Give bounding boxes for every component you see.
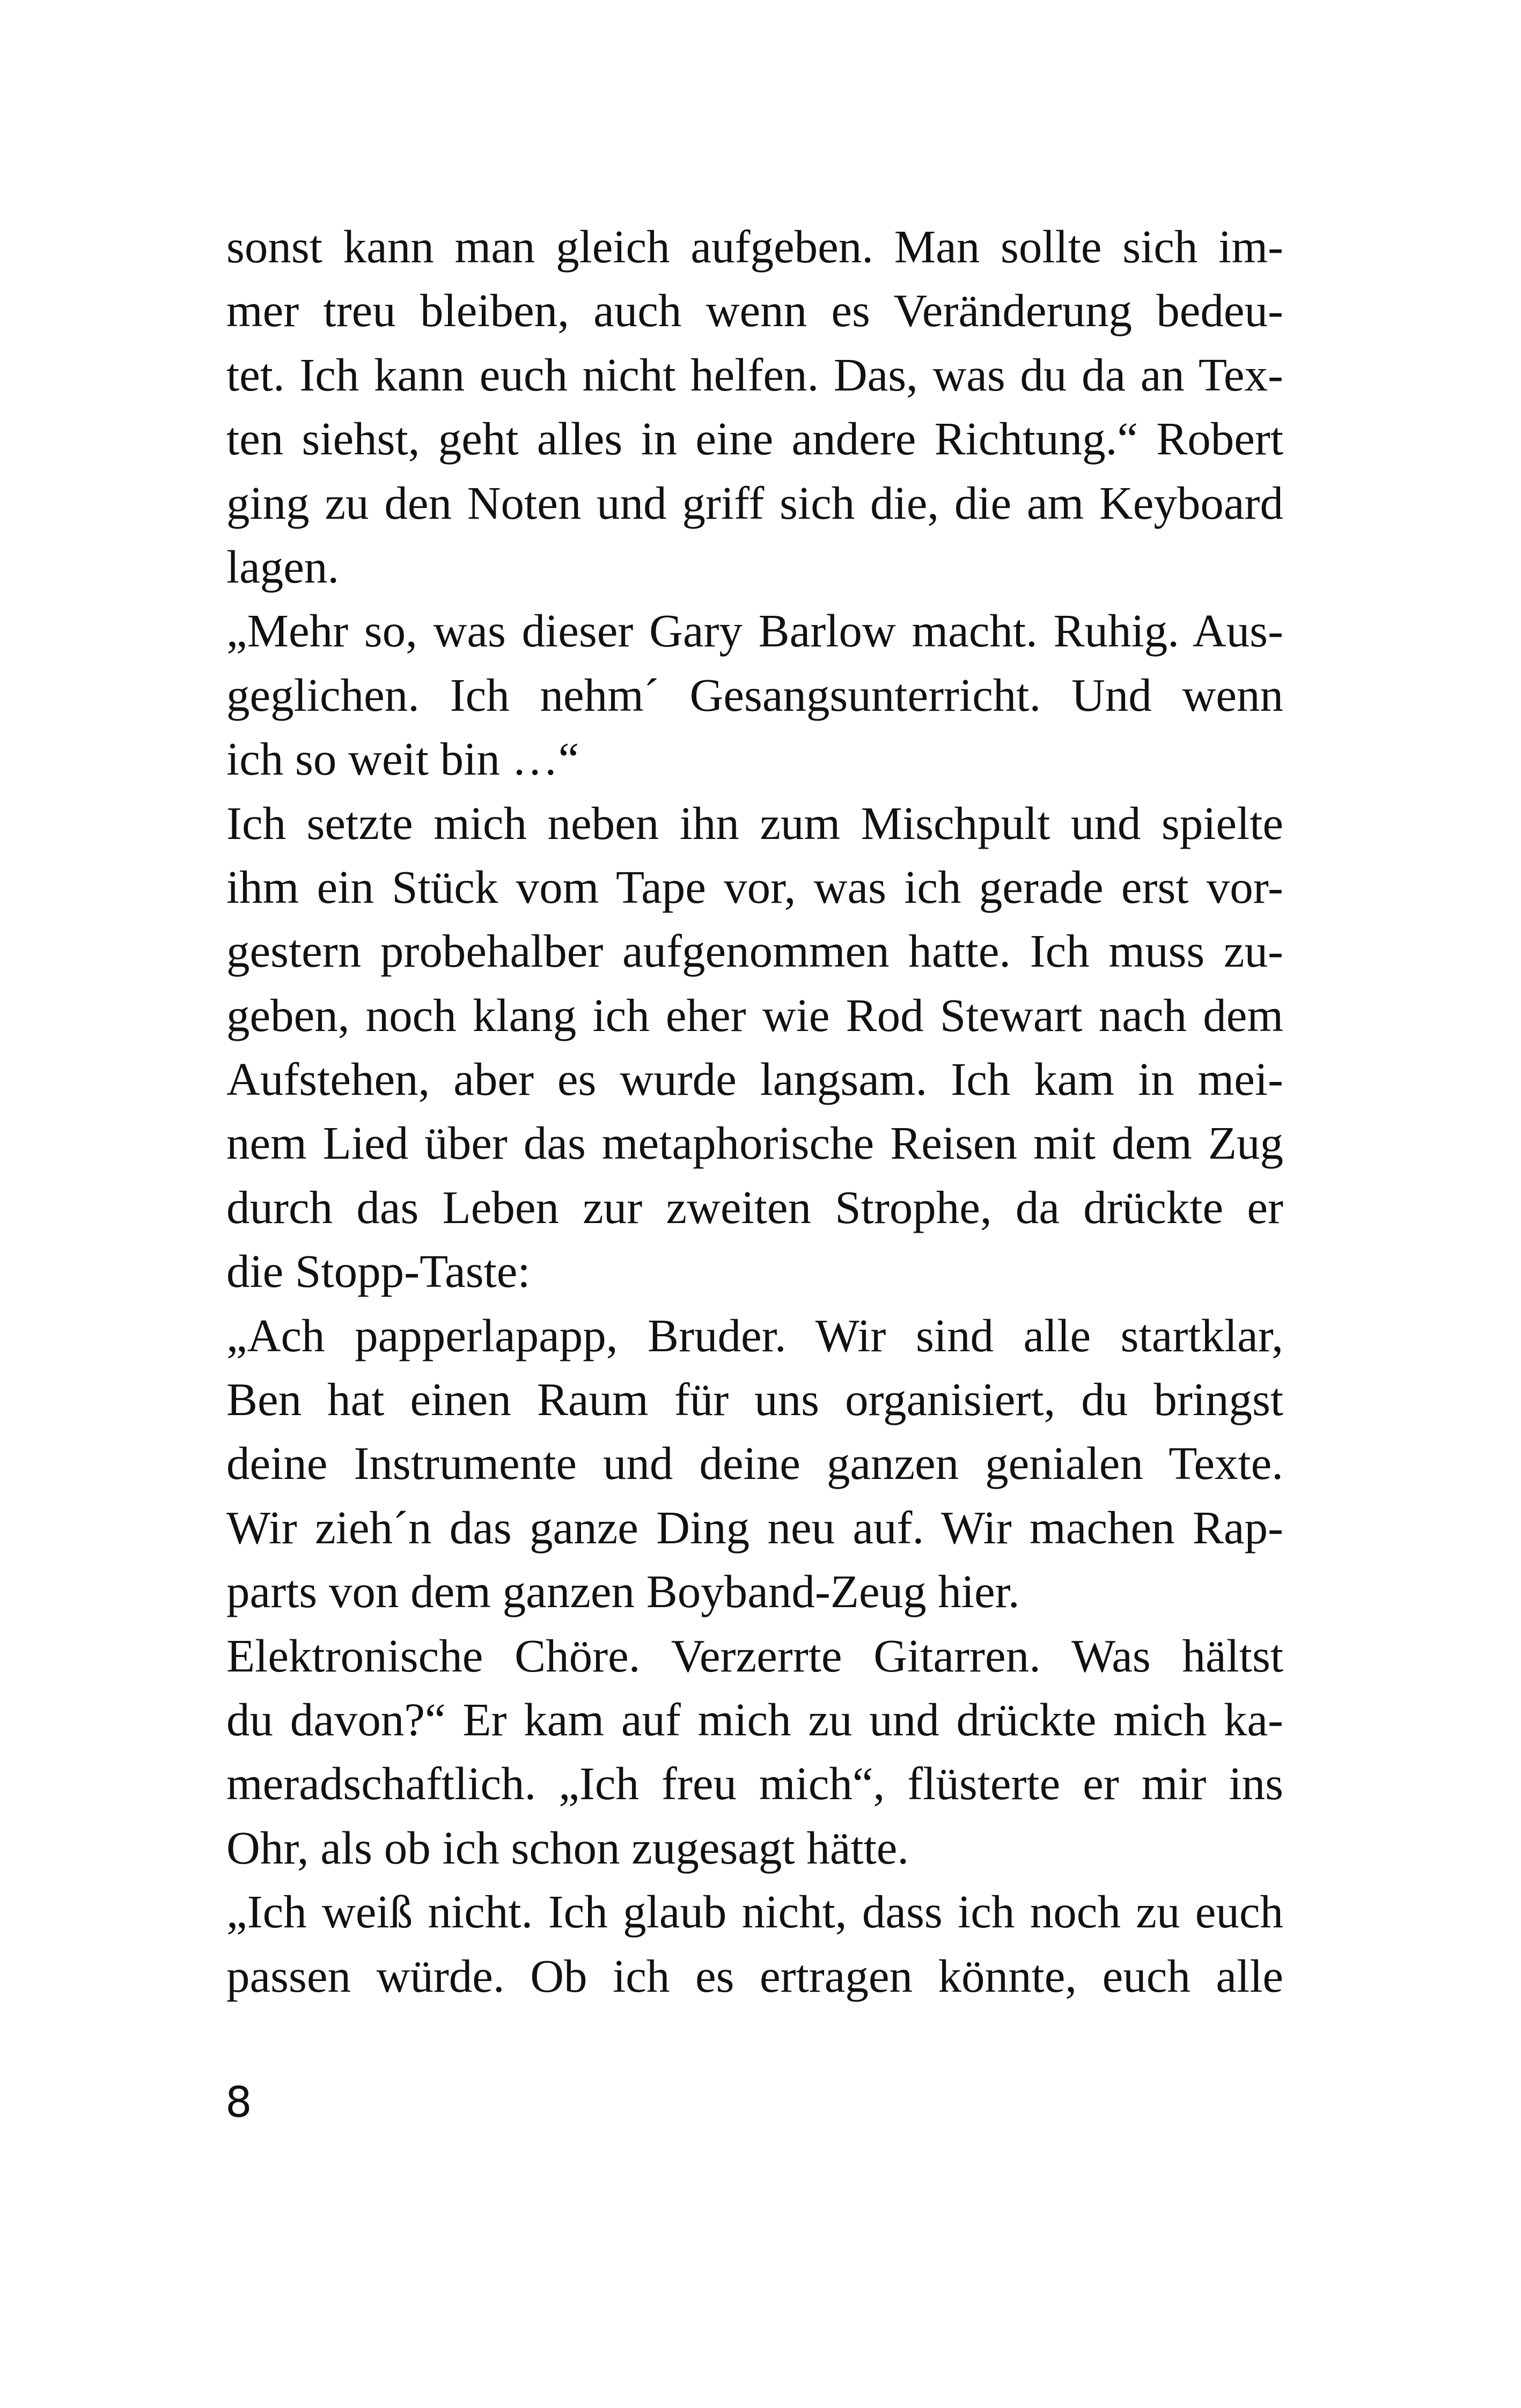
text-line: „Ich weiß nicht. Ich glaub nicht, dass ich noch zu euch xyxy=(226,1886,1283,1938)
text-line: nem Lied über das metaphorische Reisen mit dem Zug xyxy=(226,1117,1283,1169)
text-line: mer treu bleiben, auch wenn es Veränderung bedeu- xyxy=(226,284,1283,337)
body-text xyxy=(226,215,1283,2008)
text-line: ging zu den Noten und griff sich die, die am Keyboard xyxy=(226,476,1283,529)
text-line: geben, noch klang ich eher wie Rod Stewart nach dem xyxy=(226,989,1283,1041)
text-line: deine Instrumente und deine ganzen genialen Texte. xyxy=(226,1437,1283,1490)
text-line: lagen. xyxy=(226,540,340,593)
text-line: die Stopp-Taste: xyxy=(226,1245,531,1298)
text-line: Ben hat einen Raum für uns organisiert, du bringst xyxy=(226,1373,1283,1426)
text-line: sonst kann man gleich aufgeben. Man sollte sich im- xyxy=(226,220,1283,273)
text-line: Ich setzte mich neben ihn zum Mischpult und spielte xyxy=(226,797,1283,849)
text-line: tet. Ich kann euch nicht helfen. Das, was du da an Tex- xyxy=(226,348,1283,401)
text-line: gestern probehalber aufgenommen hatte. Ich muss zu- xyxy=(226,925,1283,977)
text-line: ihm ein Stück vom Tape vor, was ich gerade erst vor- xyxy=(226,860,1283,913)
text-line: Elektronische Chöre. Verzerrte Gitarren. Was hältst xyxy=(226,1629,1283,1682)
text-line: Aufstehen, aber es wurde langsam. Ich kam in mei- xyxy=(226,1053,1283,1106)
text-line: du davon?“ Er kam auf mich zu und drückte mich ka- xyxy=(226,1693,1283,1746)
text-line: meradschaftlich. „Ich freu mich“, flüsterte er mir ins xyxy=(226,1757,1283,1810)
text-line: geglichen. Ich nehm´ Gesangsunterricht. Und wenn xyxy=(226,668,1283,721)
text-line: Ohr, als ob ich schon zugesagt hätte. xyxy=(226,1821,909,1874)
text-line: durch das Leben zur zweiten Strophe, da drückte er xyxy=(226,1181,1283,1233)
text-line: „Mehr so, was dieser Gary Barlow macht. Ruhig. Aus- xyxy=(226,605,1283,657)
text-line: parts von dem ganzen Boyband-Zeug hier. xyxy=(226,1565,1020,1618)
text-line: passen würde. Ob ich es ertragen könnte, euch alle xyxy=(226,1949,1283,2002)
text-line: „Ach papperlapapp, Bruder. Wir sind alle startklar, xyxy=(226,1309,1283,1361)
text-line: Wir zieh´n das ganze Ding neu auf. Wir machen Rap- xyxy=(226,1501,1283,1553)
text-line: ten siehst, geht alles in eine andere Richtung.“ Robert xyxy=(226,413,1283,465)
page-number: 8 xyxy=(225,2079,252,2127)
text-line: ich so weit bin …“ xyxy=(226,733,579,785)
